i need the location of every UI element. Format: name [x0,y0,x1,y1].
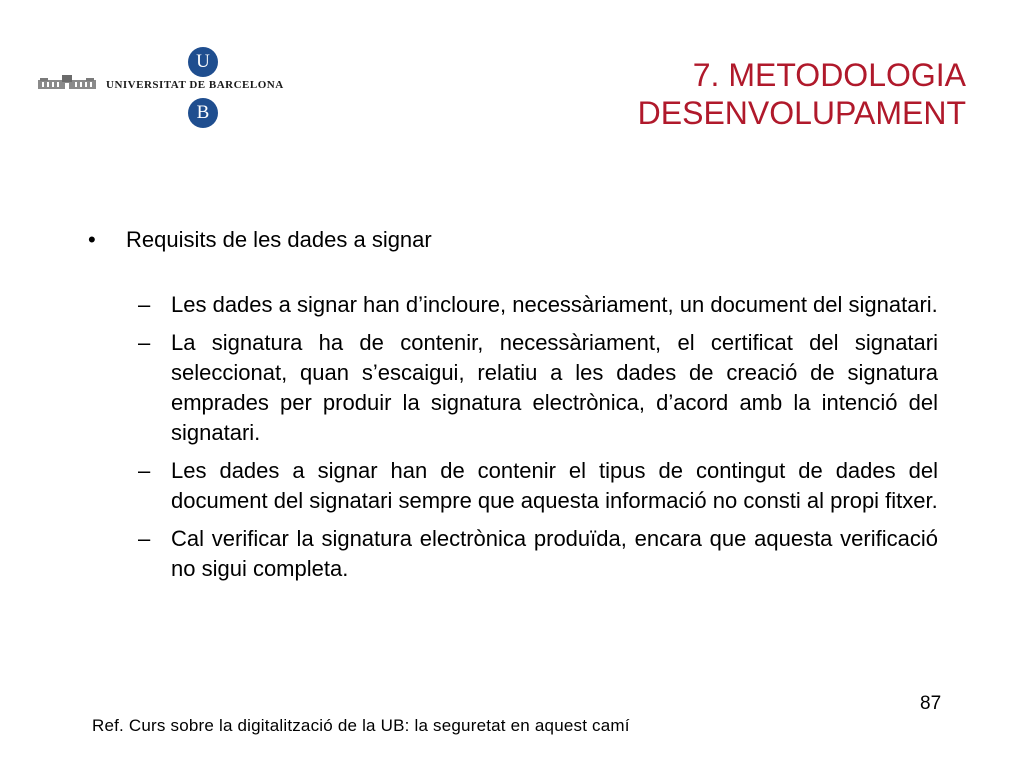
main-bullet [88,226,938,254]
university-logo [38,44,284,134]
dash-mark: – [138,292,151,317]
title-line-2: DESENVOLUPAMENT [637,95,966,131]
sub-item [138,524,938,584]
bullet-mark: • [88,227,96,252]
page-number: 87 [920,693,942,714]
dash-mark: – [138,458,151,483]
logo-letter-b: B [188,98,218,128]
slide-title [638,56,966,132]
slide-body [88,226,938,592]
logo-letter-u: U [188,47,218,77]
dash-mark: – [138,330,151,355]
sub-list [88,290,938,584]
building-icon [38,74,96,90]
reference-footer: Ref. Curs sobre la digitalització de la UB: la seguretat en aquest camí [92,716,630,735]
sub-item [138,328,938,448]
sub-item [138,290,938,320]
sub-item-text: La signatura ha de contenir, necessàriament, el certificat del signatari seleccionat, quan s’escaigui, relatiu a les dades de creació de signatura emprades per produir la signatura electrònica, d’acord amb la intenció del signatari. [171,330,938,445]
sub-item [138,456,938,516]
sub-item-text: Les dades a signar han de contenir el tipus de contingut de dades del document del signatari sempre que aquesta informació no consti al propi fitxer. [171,458,938,513]
title-line-1: 7. METODOLOGIA [692,57,966,93]
dash-mark: – [138,526,151,551]
sub-item-text: Cal verificar la signatura electrònica produïda, encara que aquesta verificació no sigui completa. [171,526,938,581]
university-name: UNIVERSITAT DE BARCELONA [106,79,284,91]
sub-item-text: Les dades a signar han d’incloure, necessàriament, un document del signatari. [171,292,938,317]
bullet-text: Requisits de les dades a signar [126,227,432,252]
